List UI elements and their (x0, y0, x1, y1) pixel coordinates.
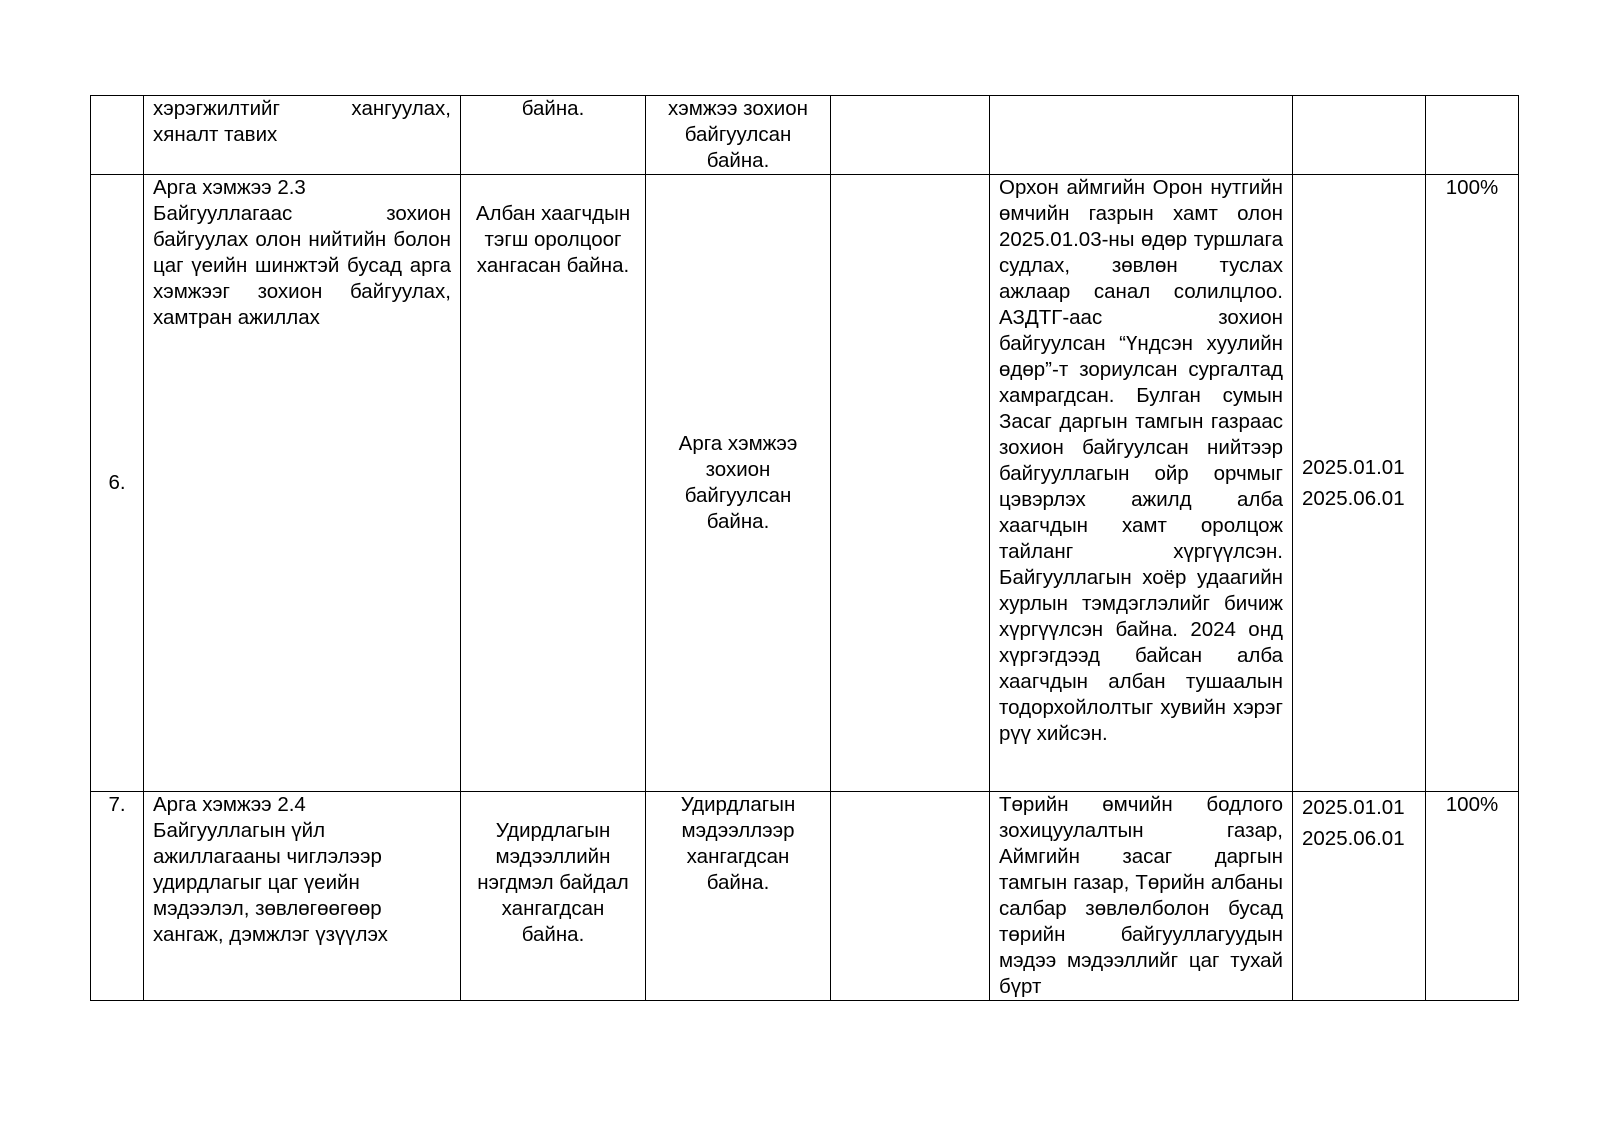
indicator: хэмжээ зохион байгуулсан байна. (646, 96, 831, 175)
completion-percent (1426, 96, 1519, 175)
expected-result: Албан хаагчдын тэгш оролцоог хангасан байна. (461, 175, 646, 792)
activity-cell (144, 792, 461, 1001)
activity-description: Байгууллагаас зохион байгуулах олон нийтийн болон цаг үеийн шинжтэй бусад арга хэмжээг зохион байгуулах, хамтран ажиллах (153, 202, 451, 329)
progress-report: Төрийн өмчийн бодлого зохицуулалтын газар, Аймгийн засаг даргын тамгын газар, Төрийн албаны салбар зөвлөлболон бусад төрийн байгууллагуудын мэдээ мэдээллийг цаг тухай бүрт (990, 792, 1293, 1001)
progress-report: Орхон аймгийн Орон нутгийн өмчийн газрын хамт олон 2025.01.03-ны өдөр туршлага судлах, зөвлөн туслах ажлаар санал солилцлоо. АЗДТГ-аас зохион байгуулсан “Үндсэн хуулийн өдөр”-т зориулсан сургалтад хамрагдсан. Булган сумын Засаг даргын тамгын газраас зохион байгуулсан нийтээр байгууллагын ойр орчмыг цэвэрлэх ажилд алба хаагчдын хамт оролцож тайланг хүргүүлсэн. Байгууллагын хоёр удаагийн хурлын тэмдэглэлийг бичиж хүргүүлсэн байна. 2024 онд хүргэгдээд байсан алба хаагчдын албан тушаалын тодорхойлолтыг хувийн хэрэг рүү хийсэн. (990, 175, 1293, 792)
row-number (91, 96, 144, 175)
expected-result: байна. (461, 96, 646, 175)
indicator: Арга хэмжээ зохион байгуулсан байна. (646, 175, 831, 792)
start-date: 2025.01.01 (1302, 796, 1405, 819)
end-date: 2025.06.01 (1302, 487, 1405, 510)
activity-title: Арга хэмжээ 2.3 (153, 176, 306, 199)
progress-report (990, 96, 1293, 175)
activity-description: Байгууллагын үйл ажиллагааны чиглэлээр удирдлагыг цаг үеийн мэдээлэл, зөвлөгөөгөөр хангаж, дэмжлэг үзүүлэх (153, 819, 388, 946)
indicator: Удирдлагын мэдээллээр хангагдсан байна. (646, 792, 831, 1001)
activity-report-table (90, 95, 1519, 1001)
completion-percent: 100% (1426, 792, 1519, 1001)
budget-cell (831, 96, 990, 175)
dates-cell (1293, 792, 1426, 1001)
activity-description: хэрэгжилтийг хангуулах, хяналт тавих (144, 96, 461, 175)
budget-cell (831, 792, 990, 1001)
budget-cell (831, 175, 990, 792)
row-number: 6. (91, 175, 144, 792)
start-date: 2025.01.01 (1302, 456, 1405, 479)
table-row (91, 96, 1519, 175)
end-date: 2025.06.01 (1302, 827, 1405, 850)
dates-cell (1293, 96, 1426, 175)
expected-result: Удирдлагын мэдээллийн нэгдмэл байдал хангагдсан байна. (461, 792, 646, 1001)
table-row (91, 792, 1519, 1001)
activity-cell (144, 175, 461, 792)
row-number: 7. (91, 792, 144, 1001)
completion-percent: 100% (1426, 175, 1519, 792)
table-row (91, 175, 1519, 792)
activity-title: Арга хэмжээ 2.4 (153, 793, 306, 816)
dates-cell (1293, 175, 1426, 792)
